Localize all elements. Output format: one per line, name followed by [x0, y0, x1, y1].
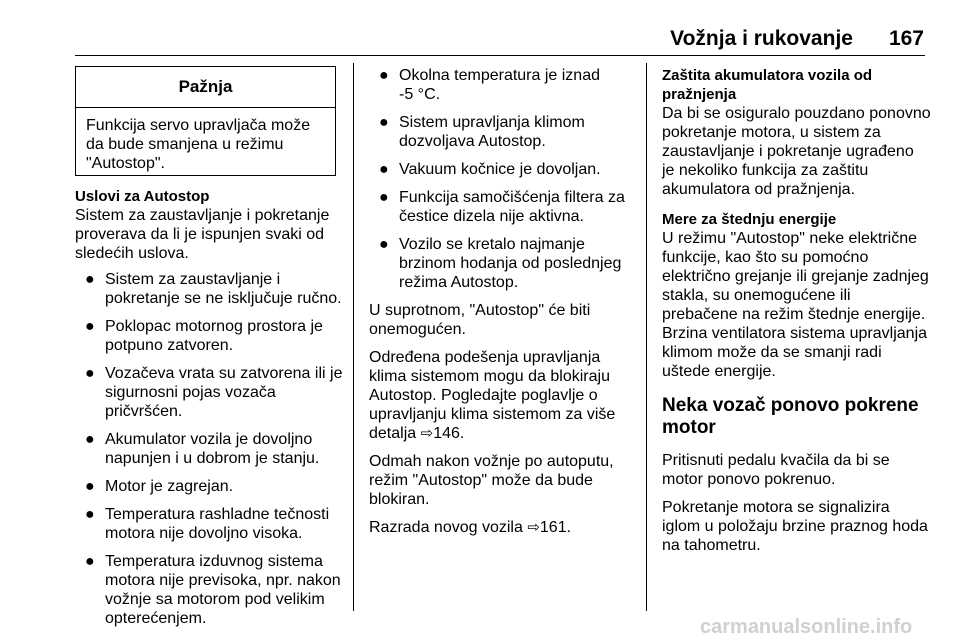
text-line: električno grejanje ili grejanje zadnjeg: [662, 268, 929, 285]
list-item: [369, 188, 641, 226]
text-line: pokretanje se ne isključuje ručno.: [105, 290, 342, 307]
text-line: Okolna temperatura je iznad: [399, 67, 600, 84]
text-line: Temperatura rashladne tečnosti: [105, 506, 330, 523]
header-rule: [75, 55, 925, 56]
paragraph: [662, 229, 942, 381]
text-line: režim "Autostop" može da bude: [369, 472, 593, 489]
page-reference-link[interactable]: 146.: [433, 425, 465, 442]
text-line: Motor je zagrejan.: [105, 478, 234, 495]
text-line: [369, 424, 641, 443]
bullet-icon: ●: [85, 506, 95, 523]
text-line: Sistem upravljanja klimom: [399, 114, 585, 131]
note-line: "Autostop".: [86, 155, 165, 172]
paragraph: [662, 104, 942, 199]
list-item: [75, 364, 347, 421]
text-line: vožnje sa motorom pod velikim: [105, 591, 325, 608]
text-line: U režimu "Autostop" neke električne: [662, 230, 918, 247]
paragraph: [662, 498, 942, 555]
bullet-icon: ●: [85, 553, 95, 570]
list-item: [75, 430, 347, 468]
text-line: motor ponovo pokrenuo.: [662, 471, 836, 488]
text-line: prebačene na režim štednje energije.: [662, 306, 926, 323]
text-line: Pritisnuti pedalu kvačila da bi se: [662, 452, 890, 469]
paragraph: [369, 518, 641, 537]
text-line: Autostop. Pogledajte poglavlje o: [369, 387, 598, 404]
paragraph: [369, 452, 641, 509]
text-line: Sistem za zaustavljanje i: [105, 271, 281, 288]
text-line: zaustavljanje i pokretanje ugrađeno: [662, 143, 914, 160]
watermark: carmanualsonline.info: [700, 616, 913, 638]
text-line: stakla, su onemogućene ili: [662, 287, 851, 304]
section-heading: Mere za štednju energije: [662, 211, 837, 228]
text-line: Vozačeva vrata su zatvorena ili je: [105, 365, 343, 382]
text-line: Da bi se osiguralo pouzdano ponovno: [662, 105, 931, 122]
paragraph: [369, 301, 641, 339]
text-line: -5 °C.: [399, 86, 441, 103]
text-line: Sistem za zaustavljanje i pokretanje: [75, 207, 330, 224]
text-line: U suprotnom, "Autostop" će biti: [369, 302, 591, 319]
bullet-icon: ●: [379, 114, 389, 131]
column-divider-1: [353, 63, 354, 611]
bullet-icon: ●: [379, 189, 389, 206]
column-divider-2: [646, 63, 647, 611]
text-line: motora nije dovoljno visoka.: [105, 525, 303, 542]
page-reference-link[interactable]: 161.: [539, 519, 572, 536]
bullet-icon: ●: [379, 236, 389, 253]
page-number: 167: [888, 27, 924, 50]
note-line: Funkcija servo upravljača može: [86, 117, 311, 134]
intro-paragraph: [75, 206, 347, 263]
text-line: Vozilo se kretalo najmanje: [399, 236, 585, 253]
note-box: [75, 66, 336, 176]
note-body: [76, 108, 335, 173]
text-line: Poklopac motornog prostora je: [105, 318, 323, 335]
paragraph: [369, 348, 641, 443]
text-line: proverava da li je ispunjen svaki od: [75, 226, 325, 243]
paragraph: [662, 451, 942, 489]
list-item: [75, 477, 347, 496]
text-line: iglom u položaju brzine praznog hoda: [662, 518, 928, 535]
text-fragment: detalja: [369, 425, 417, 442]
list-item: [369, 235, 641, 292]
section-heading: Uslovi za Autostop: [75, 188, 210, 205]
text-line: Neka vozač ponovo pokrene: [662, 395, 919, 416]
bullet-icon: ●: [85, 318, 95, 335]
header-title: Vožnja i rukovanje: [670, 27, 853, 50]
text-line: Odmah nakon vožnje po autoputu,: [369, 453, 614, 470]
column-3: [662, 66, 942, 555]
list-item: [75, 270, 347, 308]
text-line: Određena podešenja upravljanja: [369, 349, 601, 366]
page-reference-icon: ⇨: [527, 519, 540, 536]
column-1: [75, 187, 347, 628]
note-title: Pažnja: [76, 67, 335, 108]
bullet-icon: ●: [379, 67, 389, 84]
text-line: funkcije, kao što su pomoćno: [662, 249, 869, 266]
section-title: [662, 395, 942, 439]
text-line: akumulatora od pražnjenja.: [662, 181, 856, 198]
text-line: upravljanju klima sistemom za više: [369, 406, 616, 423]
column-2: [369, 66, 641, 537]
text-line: napunjen i u dobrom je stanju.: [105, 450, 320, 467]
list-item: [369, 66, 641, 104]
bullet-icon: ●: [85, 271, 95, 288]
text-line: motora nije previsoka, npr. nakon: [105, 572, 341, 589]
note-line: da bude smanjena u režimu: [86, 136, 284, 153]
text-line: pražnjenja: [662, 86, 737, 103]
text-line: Pokretanje motora se signalizira: [662, 499, 890, 516]
list-item: [369, 113, 641, 151]
bullet-icon: ●: [85, 365, 95, 382]
text-line: pričvršćen.: [105, 403, 183, 420]
text-line: pokretanje motora, u sistem za: [662, 124, 881, 141]
list-item: [75, 552, 347, 628]
text-line: brzinom hodanja od poslednjeg: [399, 255, 622, 272]
text-line: sledećih uslova.: [75, 245, 189, 262]
text-line: klimom može da se smanji radi: [662, 344, 882, 361]
text-line: potpuno zatvoren.: [105, 337, 234, 354]
text-line: Temperatura izduvnog sistema: [105, 553, 323, 570]
page-header: [670, 27, 924, 51]
text-line: uštede energije.: [662, 363, 776, 380]
text-line: onemogućen.: [369, 321, 466, 338]
text-line: Akumulator vozila je dovoljno: [105, 431, 313, 448]
text-line: Funkcija samočišćenja filtera za: [399, 189, 625, 206]
text-line: blokiran.: [369, 491, 430, 508]
text-line: Brzina ventilatora sistema upravljanja: [662, 325, 928, 342]
list-item: [75, 317, 347, 355]
text-line: je nekoliko funkcija za zaštitu: [662, 162, 869, 179]
text-line: sigurnosni pojas vozača: [105, 384, 276, 401]
text-line: čestice dizela nije aktivna.: [399, 208, 584, 225]
text-line: Vakuum kočnice je dovoljan.: [399, 161, 601, 178]
bullet-icon: ●: [85, 478, 95, 495]
text-line: Zaštita akumulatora vozila od: [662, 67, 873, 84]
bullet-icon: ●: [379, 161, 389, 178]
text-line: motor: [662, 417, 716, 438]
text-line: na tahometru.: [662, 537, 761, 554]
section-heading: [662, 66, 942, 104]
text-line: režima Autostop.: [399, 274, 519, 291]
list-item: [75, 505, 347, 543]
page-reference-icon: ⇨: [420, 425, 434, 442]
bullet-icon: ●: [85, 431, 95, 448]
text-line: opterećenjem.: [105, 610, 207, 627]
text-fragment: Razrada novog vozila: [369, 519, 523, 536]
text-line: klima sistemom mogu da blokiraju: [369, 368, 610, 385]
list-item: [369, 160, 641, 179]
text-line: dozvoljava Autostop.: [399, 133, 546, 150]
